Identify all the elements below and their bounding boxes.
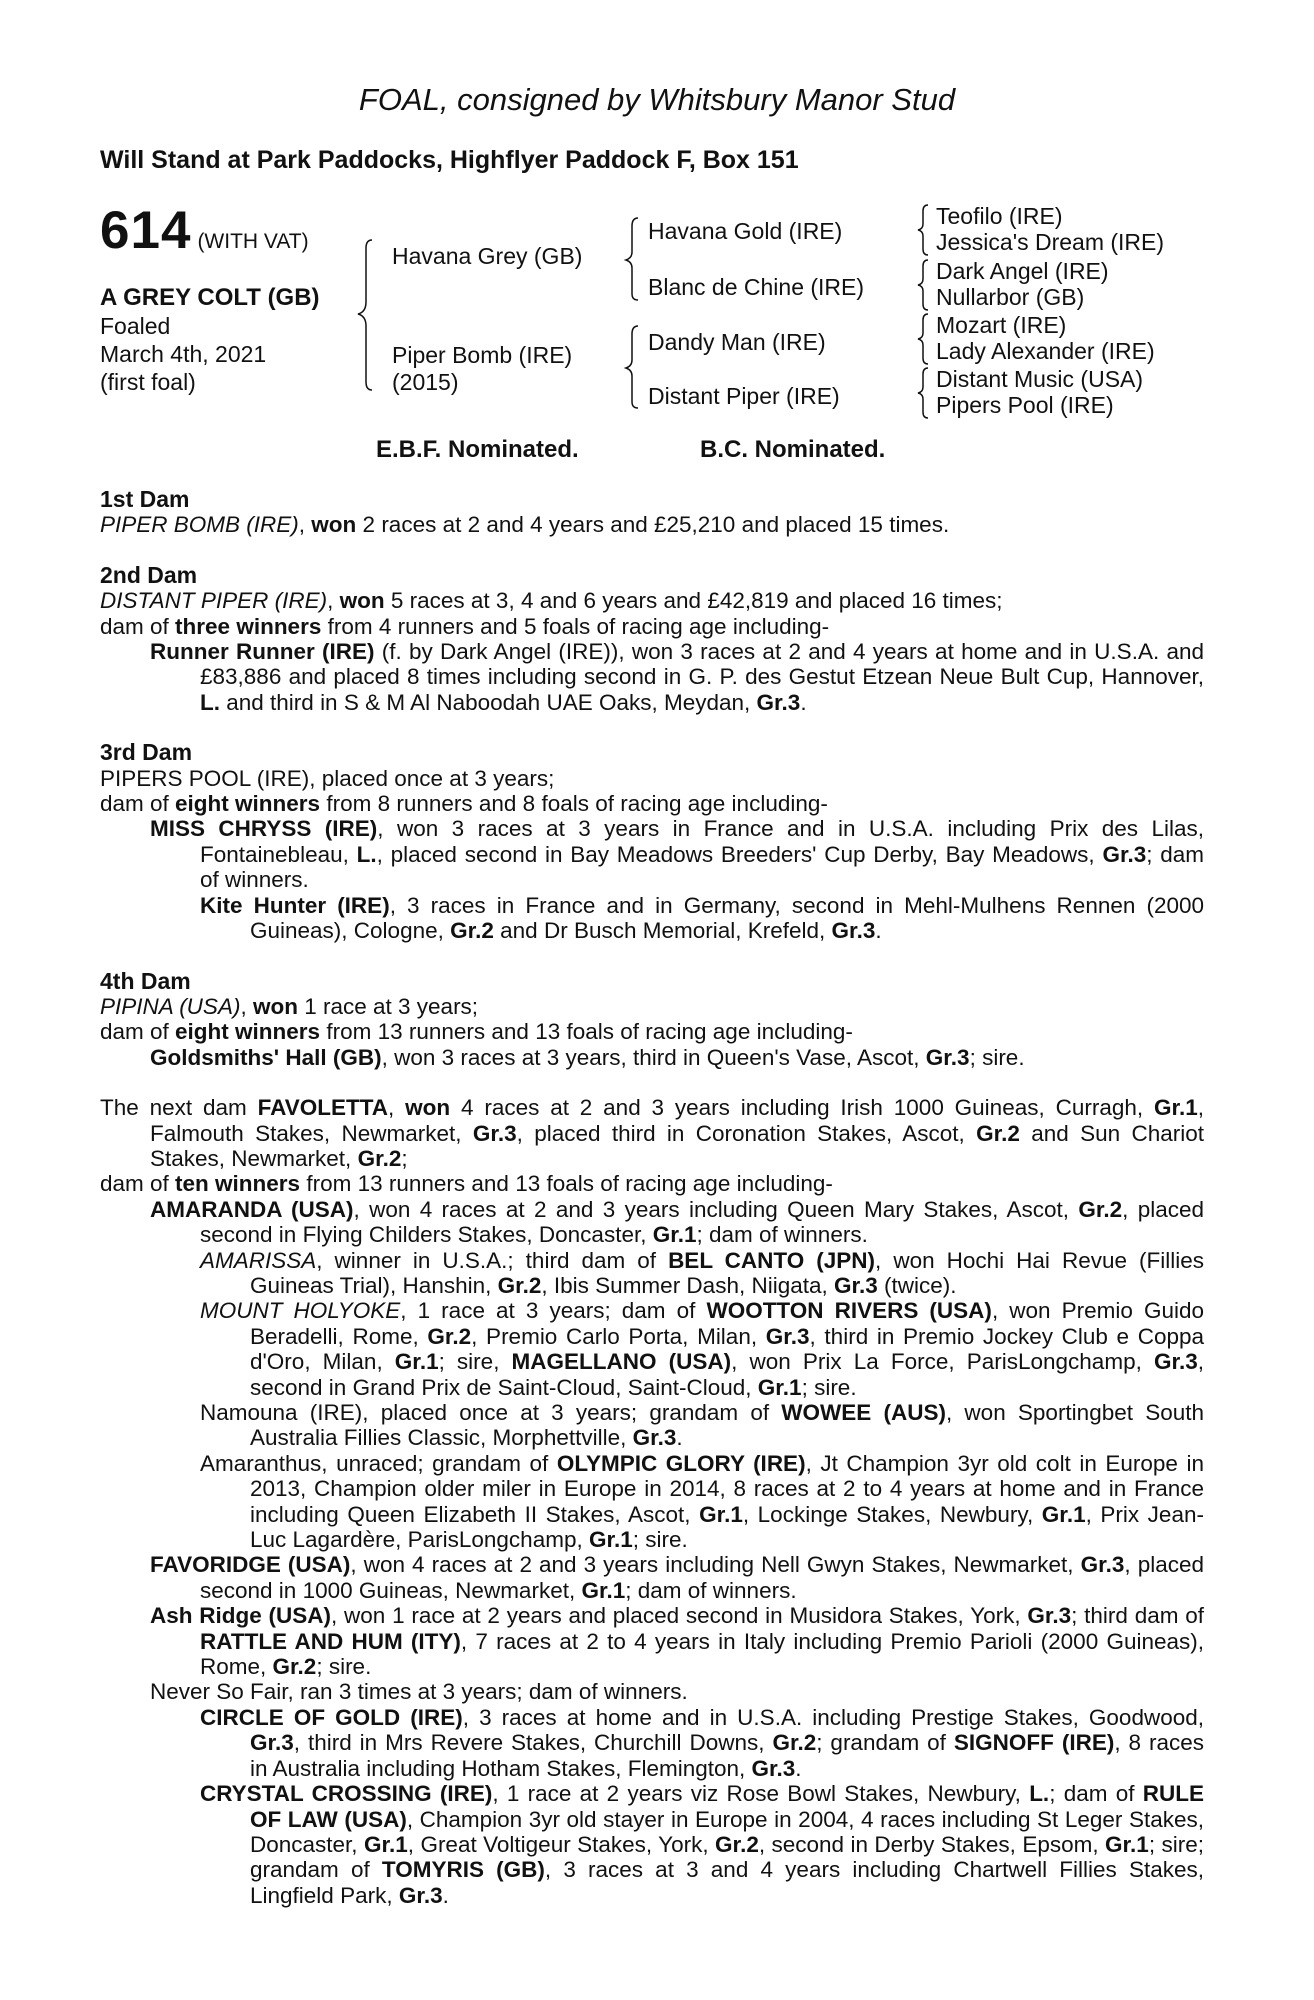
next-dam-record: ;: [401, 1145, 408, 1171]
group-grade: Gr.2: [976, 1120, 1020, 1146]
produce-entry: [100, 639, 1204, 715]
progeny-record: ; sire.: [632, 1527, 688, 1553]
progeny-record: ; sire.: [316, 1654, 372, 1680]
group-grade: Gr.3: [765, 1323, 810, 1349]
dam-of-label: dam of: [100, 791, 176, 817]
pedigree-g8: Pipers Pool (IRE): [936, 392, 1114, 418]
produce-entry: [100, 1248, 1204, 1299]
progeny-record: , won Sportingbet South Australia Fillies Classic, Morphettville,: [250, 1400, 1204, 1451]
group-grade: Gr.1: [581, 1577, 626, 1603]
progeny-name: CIRCLE OF GOLD (IRE): [200, 1704, 463, 1730]
pedigree-g2: Jessica's Dream (IRE): [936, 229, 1165, 255]
progeny-record: , 1 race at 3 years; dam of: [400, 1298, 707, 1324]
pedigree-dam-year: (2015): [392, 369, 459, 395]
descendant-name: MAGELLANO (USA): [511, 1349, 732, 1375]
next-dam-record: and Sun Chariot Stakes, Newmarket,: [150, 1120, 1205, 1171]
progeny-record: , 7 races at 2 to 4 years in Italy including Premio Parioli (2000 Guineas), Rome,: [200, 1628, 1204, 1680]
progeny-record: .: [795, 1755, 802, 1781]
pedigree-brackets-g4: [908, 363, 938, 423]
pedigree-g4: Nullarbor (GB): [936, 284, 1085, 310]
progeny-name: Kite Hunter (IRE): [200, 892, 390, 918]
progeny-record: , won Hochi Hai Revue (Fillies Guineas Trial), Hanshin,: [250, 1247, 1205, 1298]
pedigree-g5: Mozart (IRE): [936, 312, 1067, 338]
group-grade: Gr.3: [472, 1120, 517, 1146]
group-grade: Gr.3: [831, 918, 876, 944]
progeny-record: ; grandam of: [816, 1730, 954, 1756]
progeny-record: , Prix Jean-Luc Lagardère, ParisLongchamp,: [250, 1501, 1204, 1553]
progeny-record: , winner in U.S.A.; third dam of: [316, 1247, 669, 1273]
progeny-record: , second in Derby Stakes, Epsom,: [758, 1831, 1106, 1857]
descendant-name: RATTLE AND HUM (ITY): [200, 1628, 461, 1654]
group-grade: Gr.2: [427, 1323, 472, 1349]
foaled-date: March 4th, 2021: [100, 341, 267, 367]
horse-name: A GREY COLT (GB): [100, 284, 320, 311]
winners-count: eight winners: [175, 1019, 321, 1045]
progeny-record: Namouna (IRE), placed once at 3 years; grandam of: [200, 1400, 782, 1425]
progeny-record: , Great Voltigeur Stakes, York,: [407, 1831, 716, 1857]
progeny-record: (f. by Dark Angel (IRE)), won 3 races at 2 and 4 years at home and in U.S.A. and £83,886 and placed 8 times including second in G. P. des Gestut Etzean Neue Bult Cup, Hannover,: [200, 639, 1204, 690]
progeny-record: .: [442, 1882, 449, 1908]
pedigree-dam: Piper Bomb (IRE): [392, 342, 573, 368]
progeny-name: FAVORIDGE (USA): [150, 1552, 351, 1578]
group-grade: Gr.1: [1105, 1831, 1149, 1857]
won-label: won: [405, 1095, 451, 1121]
second-dam-record: 5 races at 3, 4 and 6 years and £42,819 and placed 16 times;: [384, 588, 1003, 614]
bc-nominated: B.C. Nominated.: [700, 436, 886, 463]
produce-entry: [100, 1552, 1204, 1603]
progeny-record: , second in Grand Prix de Saint-Cloud, Saint-Cloud,: [250, 1349, 1204, 1400]
group-grade: Gr.3: [751, 1755, 796, 1781]
group-grade: Gr.3: [1102, 841, 1147, 867]
produce-entry: [100, 1298, 1204, 1400]
progeny-record: , 1 race at 2 years viz Rose Bowl Stakes, Newbury,: [492, 1781, 1030, 1807]
fourth-dam-name: PIPINA (USA): [100, 993, 241, 1019]
progeny-record: , 3 races at home and in U.S.A. including Prestige Stakes, Goodwood,: [462, 1704, 1204, 1730]
progeny-record: , Ibis Summer Dash, Niigata,: [541, 1272, 835, 1298]
won-label: won: [252, 993, 298, 1019]
winners-count: ten winners: [175, 1171, 301, 1197]
progeny-record: , won 3 races at 3 years in France and in U.S.A. including Prix des Lilas, Fontainebleau,: [200, 816, 1205, 867]
group-grade: Gr.2: [497, 1272, 542, 1298]
descendant-name: BEL CANTO (JPN): [668, 1247, 876, 1273]
second-dam-text: DISTANT PIPER (IRE), won 5 races at 3, 4 and 6 years and £42,819 and placed 16 times;: [100, 588, 1003, 614]
progeny-name: AMARANDA (USA): [150, 1196, 354, 1222]
pedigree-g6: Lady Alexander (IRE): [936, 338, 1155, 364]
progeny-record: and third in S & M Al Naboodah UAE Oaks, Meydan,: [220, 689, 757, 715]
runners-summary: from 13 runners and 13 foals of racing age including-: [300, 1171, 833, 1197]
runners-summary: from 13 runners and 13 foals of racing age including-: [320, 1019, 853, 1045]
dam-of-label: dam of: [100, 1171, 176, 1197]
second-dam-name: DISTANT PIPER (IRE): [100, 588, 328, 614]
progeny-record: ; dam of winners.: [200, 841, 1204, 893]
progeny-name: CRYSTAL CROSSING (IRE): [200, 1781, 493, 1807]
consignment-heading: FOAL, consigned by Whitsbury Manor Stud: [358, 82, 956, 117]
pedigree-sire-dam: Blanc de Chine (IRE): [648, 274, 865, 300]
progeny-record: , 3 races at 3 and 4 years including Chartwell Fillies Stakes, Lingfield Park,: [250, 1857, 1204, 1908]
progeny-record: , Lockinge Stakes, Newbury,: [742, 1501, 1042, 1527]
group-grade: Gr.1: [363, 1831, 408, 1857]
progeny-record: , 3 races in France and in Germany, second in Mehl-Mulhens Rennen (2000 Guineas), Cologne,: [250, 892, 1205, 944]
progeny-record: , third in Premio Jockey Club e Coppa d'Oro, Milan,: [250, 1323, 1204, 1375]
group-grade: Gr.3: [1080, 1552, 1125, 1578]
third-dam-summary: [100, 791, 1204, 816]
listed-grade: L.: [356, 841, 377, 867]
group-grade: Gr.1: [1041, 1501, 1086, 1527]
first-dam-record: 2 races at 2 and 4 years and £25,210 and placed 15 times.: [356, 512, 950, 538]
next-dam-summary: [100, 1171, 1204, 1196]
separator: ,: [388, 1095, 406, 1121]
produce-record: [100, 487, 1204, 1908]
progeny-record: ; dam of winners.: [696, 1222, 868, 1248]
progeny-record: , Champion 3yr old stayer in Europe in 2004, 4 races including St Leger Stakes, Doncaster,: [250, 1806, 1204, 1857]
group-grade: Gr.3: [925, 1044, 970, 1070]
first-dam-text: PIPER BOMB (IRE), won 2 races at 2 and 4 years and £25,210 and placed 15 times.: [100, 512, 950, 538]
group-grade: Gr.1: [652, 1222, 697, 1248]
second-dam-heading: 2nd Dam: [100, 561, 198, 588]
pedigree-brackets: [340, 232, 400, 397]
group-grade: Gr.1: [757, 1374, 802, 1400]
progeny-record: ; sire; grandam of: [250, 1831, 1204, 1883]
won-label: won: [339, 588, 385, 614]
group-grade: Gr.2: [450, 918, 494, 944]
lot-number: 614: [100, 201, 192, 260]
first-dam-heading: 1st Dam: [100, 486, 190, 512]
group-grade: Gr.3: [398, 1882, 443, 1908]
next-dam-intro: The next dam: [100, 1095, 258, 1121]
progeny-record: ; third dam of: [1071, 1603, 1205, 1629]
produce-entry: [100, 1045, 1204, 1070]
produce-entry: [100, 1705, 1204, 1781]
lot-number-block: [100, 200, 309, 261]
progeny-record: ; sire,: [438, 1349, 512, 1375]
fourth-dam-text: PIPINA (USA), won 1 race at 3 years;: [100, 993, 479, 1019]
first-dam-name: PIPER BOMB (IRE): [100, 512, 299, 538]
progeny-name: MISS CHRYSS (IRE): [150, 816, 378, 842]
pedigree-brackets-g1: [908, 200, 938, 260]
progeny-record: , Premio Carlo Porta, Milan,: [471, 1323, 766, 1349]
produce-entry: [100, 1197, 1204, 1248]
progeny-record: ; sire.: [969, 1044, 1025, 1070]
group-grade: Gr.1: [699, 1501, 743, 1527]
progeny-record: , won Premio Guido Beradelli, Rome,: [250, 1298, 1204, 1349]
progeny-record: ; sire.: [801, 1374, 857, 1400]
fourth-dam-summary: [100, 1019, 1204, 1044]
progeny-record: ; dam of: [1049, 1781, 1143, 1807]
group-grade: Gr.3: [632, 1425, 677, 1451]
group-grade: Gr.2: [272, 1654, 317, 1680]
winners-count: three winners: [175, 613, 322, 639]
dam-of-label: dam of: [100, 1019, 176, 1045]
produce-entry: [100, 893, 1204, 944]
progeny-name: Runner Runner (IRE): [150, 639, 375, 665]
pedigree-brackets-g2: [908, 255, 938, 315]
group-grade: Gr.3: [250, 1730, 294, 1756]
progeny-record: Never So Fair, ran 3 times at 3 years; dam of winners.: [150, 1679, 688, 1705]
fourth-dam-heading: 4th Dam: [100, 967, 191, 994]
produce-entry: [100, 1400, 1204, 1451]
progeny-record: .: [800, 689, 807, 715]
next-dam-name: FAVOLETTA: [257, 1095, 389, 1121]
second-dam-summary: [100, 614, 1204, 639]
progeny-record: , placed second in Bay Meadows Breeders' Cup Derby, Bay Meadows,: [376, 841, 1103, 867]
listed-grade: L.: [200, 689, 220, 715]
produce-entry: [100, 816, 1204, 892]
progeny-record: .: [875, 918, 882, 944]
runners-summary: from 4 runners and 5 foals of racing age including-: [321, 613, 830, 639]
produce-entry: [100, 1451, 1204, 1553]
pedigree-g3: Dark Angel (IRE): [936, 258, 1109, 284]
progeny-record: , won 1 race at 2 years and placed second in Musidora Stakes, York,: [331, 1603, 1028, 1629]
descendant-name: RULE OF LAW (USA): [250, 1781, 1204, 1832]
progeny-record: (twice).: [877, 1272, 957, 1298]
won-label: won: [311, 512, 357, 538]
third-dam-text: PIPERS POOL (IRE), placed once at 3 years;: [100, 765, 555, 791]
vat-note: (WITH VAT): [197, 230, 309, 253]
descendant-name: WOOTTON RIVERS (USA): [706, 1298, 992, 1324]
progeny-record: , third in Mrs Revere Stakes, Churchill Downs,: [293, 1730, 773, 1756]
winners-count: eight winners: [175, 791, 321, 817]
progeny-record: , won Prix La Force, ParisLongchamp,: [731, 1349, 1154, 1375]
pedigree-brackets-g3: [908, 309, 938, 369]
group-grade: Gr.1: [394, 1349, 439, 1375]
progeny-name: Goldsmiths' Hall (GB): [150, 1044, 382, 1070]
group-grade: Gr.3: [1027, 1603, 1072, 1629]
progeny-name: AMARISSA: [200, 1247, 317, 1273]
progeny-record: , won 4 races at 2 and 3 years including Queen Mary Stakes, Ascot,: [353, 1196, 1079, 1222]
stand-location: Will Stand at Park Paddocks, Highflyer Paddock F, Box 151: [100, 146, 799, 174]
progeny-record: , 8 races in Australia including Hotham Stakes, Flemington,: [250, 1730, 1204, 1781]
group-grade: Gr.3: [756, 689, 801, 715]
progeny-record: , placed second in Flying Childers Stakes, Doncaster,: [200, 1196, 1205, 1248]
next-dam-record: , placed third in Coronation Stakes, Ascot,: [516, 1120, 977, 1146]
progeny-name: MOUNT HOLYOKE: [200, 1298, 401, 1324]
group-grade: Gr.2: [1078, 1196, 1123, 1222]
pedigree-g7: Distant Music (USA): [936, 366, 1144, 392]
third-dam-heading: 3rd Dam: [100, 739, 193, 766]
group-grade: Gr.1: [1153, 1095, 1198, 1121]
group-grade: Gr.2: [357, 1145, 402, 1171]
pedigree-dam-sire: Dandy Man (IRE): [648, 329, 826, 355]
pedigree-dam-dam: Distant Piper (IRE): [648, 383, 840, 409]
descendant-name: WOWEE (AUS): [781, 1400, 946, 1425]
progeny-record: Amaranthus, unraced; grandam of: [200, 1450, 557, 1476]
group-grade: Gr.2: [772, 1730, 817, 1756]
pedigree-sire: Havana Grey (GB): [392, 243, 583, 269]
pedigree-sire-sire: Havana Gold (IRE): [648, 218, 843, 244]
group-grade: Gr.1: [588, 1527, 633, 1553]
next-dam-text: [100, 1095, 1204, 1171]
next-dam-record: , Falmouth Stakes, Newmarket,: [150, 1095, 1204, 1146]
group-grade: Gr.3: [834, 1272, 878, 1298]
listed-grade: L.: [1029, 1781, 1050, 1807]
horse-details: [100, 284, 320, 396]
dam-of-label: dam of: [100, 613, 176, 639]
progeny-record: , won 4 races at 2 and 3 years including Nell Gwyn Stakes, Newmarket,: [350, 1552, 1081, 1578]
progeny-record: , Jt Champion 3yr old colt in Europe in 2013, Champion older miler in Europe in 2014, 8 races at 2 to 4 years at home and in France including Queen Elizabeth II Stakes, Ascot,: [250, 1450, 1204, 1527]
runners-summary: from 8 runners and 8 foals of racing age including-: [320, 791, 828, 817]
next-dam-record: 4 races at 2 and 3 years including Irish 1000 Guineas, Curragh,: [450, 1095, 1154, 1121]
foaled-label: Foaled: [100, 313, 171, 339]
descendant-name: OLYMPIC GLORY (IRE): [556, 1450, 806, 1476]
progeny-record: , won 3 races at 3 years, third in Queen's Vase, Ascot,: [381, 1044, 926, 1070]
progeny-record: ; dam of winners.: [625, 1577, 797, 1603]
group-grade: Gr.3: [1153, 1349, 1198, 1375]
descendant-name: TOMYRIS (GB): [381, 1857, 545, 1883]
group-grade: Gr.2: [715, 1831, 759, 1857]
produce-entry: [100, 1679, 1204, 1704]
fourth-dam-record: 1 race at 3 years;: [297, 993, 479, 1019]
foal-note: (first foal): [100, 369, 196, 395]
progeny-record: .: [676, 1425, 683, 1451]
produce-entry: [100, 1781, 1204, 1908]
pedigree-g1: Teofilo (IRE): [936, 203, 1063, 229]
ebf-nominated: E.B.F. Nominated.: [376, 436, 579, 463]
progeny-record: and Dr Busch Memorial, Krefeld,: [493, 918, 832, 944]
progeny-record: , placed second in 1000 Guineas, Newmarket,: [200, 1552, 1205, 1603]
descendant-name: SIGNOFF (IRE): [953, 1730, 1115, 1756]
progeny-name: Ash Ridge (USA): [150, 1603, 332, 1629]
produce-entry: [100, 1603, 1204, 1679]
